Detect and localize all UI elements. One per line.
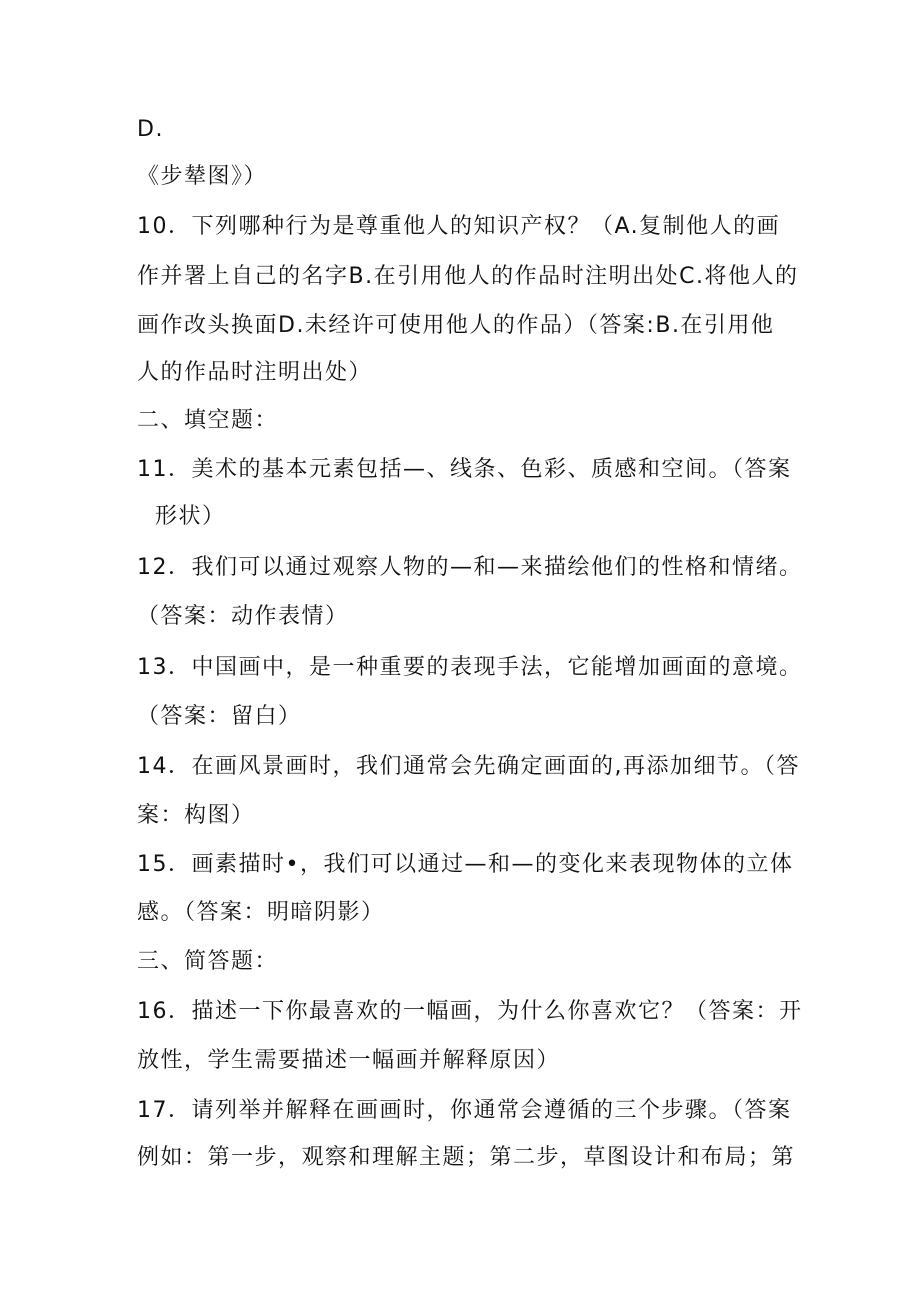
question-11-line-2: 形状） [155, 504, 226, 529]
question-12-line-1: 12．我们可以通过观察人物的—和—来描绘他们的性格和情绪。 [137, 555, 803, 580]
question-17-line-1: 17．请列举并解释在画画时，你通常会遵循的三个步骤。（答案 [137, 1098, 792, 1123]
question-15-line-2: 感。（答案：明暗阴影） [137, 900, 385, 925]
option-d-continuation: 《步辇图》） [137, 164, 268, 189]
question-13-line-2: （答案：留白） [137, 704, 302, 729]
question-14-line-1: 14．在画风景画时，我们通常会先确定画面的,再添加细节。（答 [137, 754, 800, 779]
question-10-line-2: 作并署上自己的名字B.在引用他人的作品时注明出处C.将他人的 [137, 264, 799, 289]
question-16-line-1: 16．描述一下你最喜欢的一幅画，为什么你喜欢它？（答案：开 [137, 999, 803, 1024]
question-11-line-1: 11．美术的基本元素包括—、线条、色彩、质感和空间。（答案 [137, 457, 792, 482]
question-12-line-2: （答案：动作表情） [137, 604, 349, 629]
question-13-line-1: 13．中国画中，是一种重要的表现手法，它能增加画面的意境。 [137, 655, 803, 680]
question-10-line-1: 10．下列哪种行为是尊重他人的知识产权？（A.复制他人的画 [137, 214, 781, 239]
section-heading-short-answer: 三、简答题： [137, 949, 279, 974]
question-16-line-2: 放性，学生需要描述一幅画并解释原因） [137, 1048, 561, 1073]
question-14-line-2: 案：构图） [137, 803, 255, 828]
question-10-line-3: 画作改头换面D.未经许可使用他人的作品）（答案:B.在引用他 [137, 313, 775, 338]
question-17-line-2: 例如：第一步，观察和理解主题；第二步，草图设计和布局；第 [137, 1145, 796, 1170]
section-heading-fill-in: 二、填空题： [137, 408, 279, 433]
question-10-line-4: 人的作品时注明出处） [137, 360, 373, 385]
option-d-line: D. [137, 117, 164, 142]
question-15-line-1: 15．画素描时•，我们可以通过—和—的变化来表现物体的立体 [137, 852, 794, 877]
